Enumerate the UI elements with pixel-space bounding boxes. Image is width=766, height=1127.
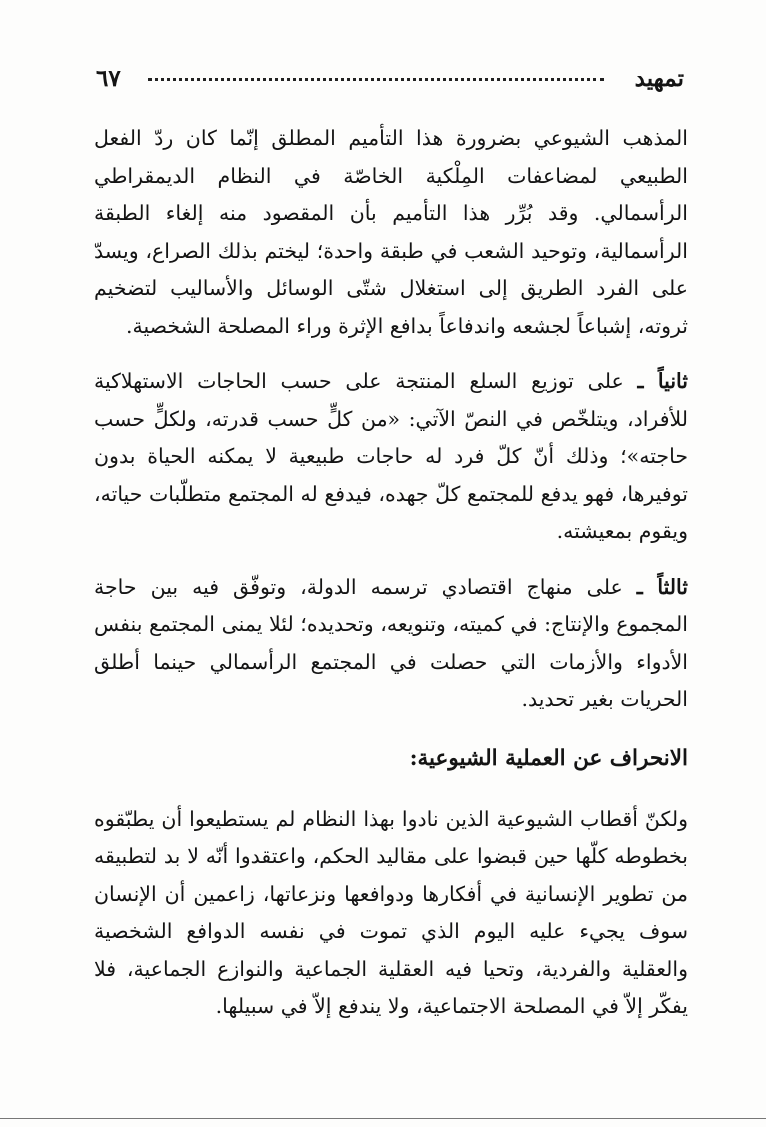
paragraph-2 bbox=[94, 363, 688, 551]
paragraph-3 bbox=[94, 569, 688, 719]
paragraph-1: المذهب الشيوعي بضرورة هذا التأميم المطلق إنّما كان ردّ الفعل الطبيعي لمضاعفات المِلْكية الخاصّة في النظام الديمقراطي الرأسمالي. وقد بُرِّر هذا التأميم بأن المقصود منه إلغاء الطبقة الرأسمالية، وتوحيد الشعب في طبقة واحدة؛ ليختم بذلك الصراع، ويسدّ على الفرد الطريق إلى استغلال شتّى الوسائل والأساليب لتضخيم ثروته، إشباعاً لجشعه واندفاعاً بدافع الإثرة وراء المصلحة الشخصية. bbox=[94, 126, 688, 338]
dotted-leader bbox=[148, 78, 604, 81]
paragraph-3-text: على منهاج اقتصادي ترسمه الدولة، وتوفّق فيه بين حاجة المجموع والإنتاج: في كميته، وتنويعه، وتحديده؛ لئلا يمنى المجتمع بنفس الأدواء والأزمات التي حصلت في المجتمع الرأسمالي حينما أطلق الحريات بغير تحديد. bbox=[94, 574, 688, 711]
paragraph-4: ولكنّ أقطاب الشيوعية الذين نادوا بهذا النظام لم يستطيعوا أن يطبّقوه بخطوطه كلّها حين قبضوا على مقاليد الحكم، واعتقدوا أنّه لا بد لتطبيقه من تطوير الإنسانية في أفكارها ودوافعها ونزعاتها، زاعمين أن الإنسان سوف يجيء عليه اليوم الذي تموت في نفسه الدوافع الشخصية والعقلية والفردية، وتحيا فيه العقلية الجماعية والنوازع الجماعية، فلا يفكّر إلاّ في المصلحة الاجتماعية، ولا يندفع إلاّ في سبيلها. bbox=[94, 806, 688, 1018]
page-bottom-edge bbox=[0, 1118, 766, 1119]
paragraph-2-lead: ثانياً ـ bbox=[637, 369, 688, 393]
section-heading: الانحراف عن العملية الشيوعية: bbox=[409, 745, 688, 771]
page-header bbox=[96, 58, 684, 98]
paragraph-3-lead: ثالثاً ـ bbox=[636, 574, 688, 599]
running-title: تمهيد bbox=[634, 65, 684, 92]
page-number: ٦٧ bbox=[96, 65, 121, 92]
page-body bbox=[94, 120, 688, 1026]
paragraph-2-text: على توزيع السلع المنتجة على حسب الحاجات الاستهلاكية للأفراد، ويتلخّص في النصّ الآتي: «من كلٍّ حسب قدرته، ولكلٍّ حسب حاجته»؛ وذلك أنّ كلّ فرد له حاجات طبيعية لا يمكنه الحياة بدون توفيرها، فهو يدفع للمجتمع كلّ جهده، فيدفع له المجتمع متطلّبات حياته، ويقوم بمعيشته. bbox=[94, 369, 688, 543]
